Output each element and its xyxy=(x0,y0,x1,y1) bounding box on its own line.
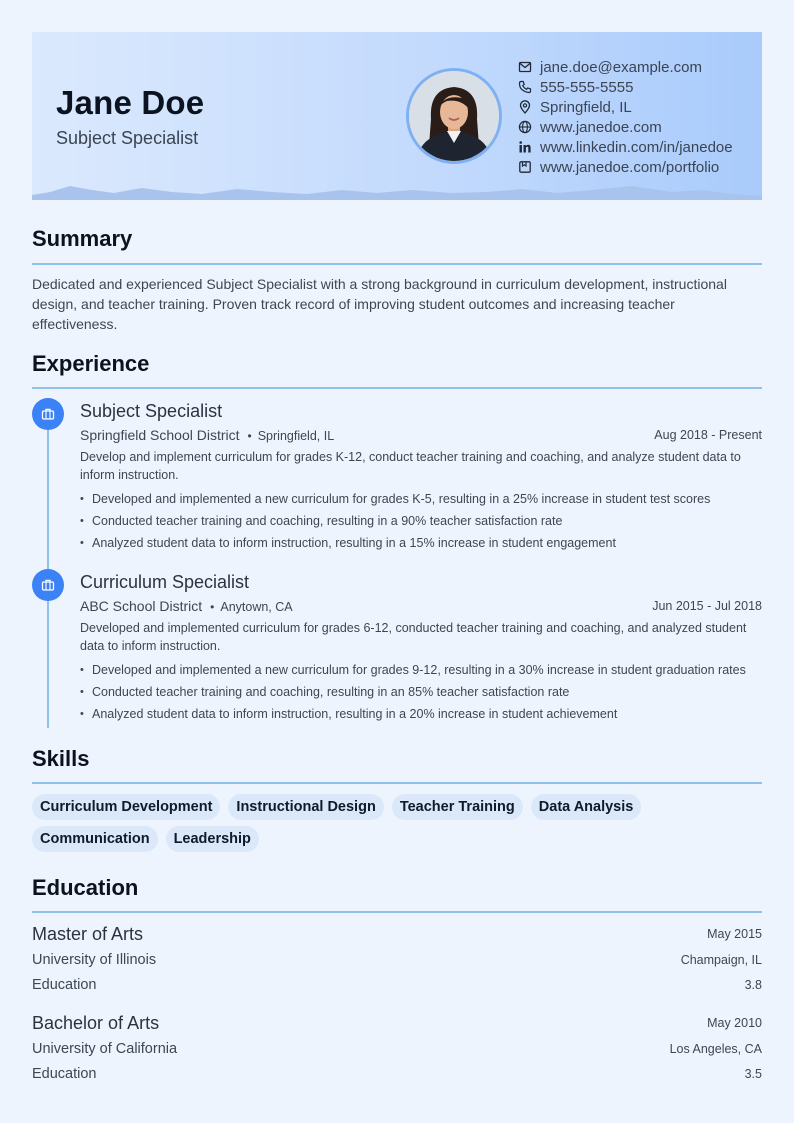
achievement-item: • Developed and implemented a new curriculum for grades 9-12, resulting in a 30% increase in student graduation rates xyxy=(80,659,762,681)
skills-divider xyxy=(32,782,762,784)
job-description: Develop and implement curriculum for grades K-12, conduct teacher training and coaching, and analyze student data to inform instruction. xyxy=(80,450,741,482)
education-entry xyxy=(32,922,762,998)
contact-website-text: www.janedoe.com xyxy=(540,118,662,136)
education-school: University of Illinois xyxy=(32,952,157,968)
briefcase-icon xyxy=(41,407,55,421)
achievement-item: • Analyzed student data to inform instruction, resulting in a 20% increase in student achievement xyxy=(80,703,762,725)
skill-chip: Leadership xyxy=(166,826,259,852)
contact-location xyxy=(518,97,733,117)
education-field-row xyxy=(32,973,762,998)
job-description: Developed and implemented curriculum for grades 6-12, conducted teacher training and coaching, and analyzed student data to inform instruction. xyxy=(80,621,747,653)
summary-text: Dedicated and experienced Subject Specialist with a strong background in curriculum development, instructional design, and teacher training. Proven track record of improving student outcomes and increasing teacher effectiveness. xyxy=(32,276,727,332)
education-degree-row xyxy=(32,1011,762,1037)
profile-photo xyxy=(406,68,502,164)
contact-email[interactable] xyxy=(518,57,733,77)
timeline-marker xyxy=(32,569,64,601)
skills-heading: Skills xyxy=(32,746,90,771)
education-degree: Bachelor of Arts xyxy=(32,1013,160,1033)
achievement-item: • Analyzed student data to inform instruction, resulting in a 15% increase in student engagement xyxy=(80,532,762,554)
education-date: May 2015 xyxy=(707,927,762,941)
education-school-row xyxy=(32,1037,762,1062)
education-date: May 2010 xyxy=(707,1016,762,1030)
contact-phone[interactable] xyxy=(518,77,733,97)
contact-website[interactable] xyxy=(518,117,733,137)
contact-list xyxy=(518,57,733,177)
job-dates: Jun 2015 - Jul 2018 xyxy=(652,599,762,613)
job-title: Subject Specialist xyxy=(80,401,223,421)
portfolio-icon xyxy=(518,160,532,174)
experience-item xyxy=(80,569,762,725)
education-location: Champaign, IL xyxy=(680,953,762,967)
job-achievements xyxy=(80,488,762,554)
education-school: University of California xyxy=(32,1041,178,1057)
timeline-marker xyxy=(32,398,64,430)
skill-chip: Curriculum Development xyxy=(32,794,220,820)
job-title: Curriculum Specialist xyxy=(80,572,250,592)
education-location: Los Angeles, CA xyxy=(669,1042,762,1056)
location-pin-icon xyxy=(518,100,532,114)
skill-chip: Instructional Design xyxy=(228,794,383,820)
education-divider xyxy=(32,911,762,913)
experience-item xyxy=(80,398,762,554)
mail-icon xyxy=(518,60,532,74)
phone-icon xyxy=(518,80,532,94)
job-location: Anytown, CA xyxy=(220,600,293,614)
job-achievements xyxy=(80,659,762,725)
education-degree: Master of Arts xyxy=(32,924,144,944)
candidate-title: Subject Specialist xyxy=(56,128,199,148)
separator-dot: • xyxy=(210,600,215,614)
briefcase-icon xyxy=(41,578,55,592)
job-meta xyxy=(80,595,762,617)
education-degree-row xyxy=(32,922,762,948)
summary-divider xyxy=(32,263,762,265)
contact-portfolio[interactable] xyxy=(518,157,733,177)
job-location: Springfield, IL xyxy=(257,429,335,443)
skill-chip: Teacher Training xyxy=(392,794,523,820)
education-entry xyxy=(32,1011,762,1087)
candidate-name: Jane Doe xyxy=(56,84,205,121)
job-meta xyxy=(80,424,762,446)
skills-list xyxy=(32,794,762,858)
skill-chip: Communication xyxy=(32,826,158,852)
contact-location-text: Springfield, IL xyxy=(540,98,632,116)
education-field: Education xyxy=(32,1066,97,1082)
skill-chip: Data Analysis xyxy=(531,794,642,820)
summary-heading: Summary xyxy=(32,226,133,251)
education-heading: Education xyxy=(32,875,139,900)
education-field-row xyxy=(32,1062,762,1087)
education-field: Education xyxy=(32,977,97,993)
education-school-row xyxy=(32,948,762,973)
achievement-item: • Developed and implemented a new curriculum for grades K-5, resulting in a 25% increase in student test scores xyxy=(80,488,762,510)
achievement-item: • Conducted teacher training and coaching, resulting in a 90% teacher satisfaction rate xyxy=(80,510,762,532)
skills-row xyxy=(32,794,762,820)
job-company: ABC School District xyxy=(80,598,203,614)
linkedin-icon xyxy=(518,140,532,154)
separator-dot: • xyxy=(247,429,252,443)
contact-phone-text: 555-555-5555 xyxy=(540,78,634,96)
skills-row xyxy=(32,826,762,852)
globe-icon xyxy=(518,120,532,134)
contact-email-text: jane.doe@example.com xyxy=(540,58,702,76)
education-gpa: 3.8 xyxy=(744,978,762,992)
contact-linkedin-text: www.linkedin.com/in/janedoe xyxy=(540,138,733,156)
experience-divider xyxy=(32,387,762,389)
achievement-item: • Conducted teacher training and coaching, resulting in an 85% teacher satisfaction rate xyxy=(80,681,762,703)
header-wave-decoration xyxy=(32,184,762,200)
resume-header xyxy=(32,32,762,200)
education-gpa: 3.5 xyxy=(744,1067,762,1081)
contact-linkedin[interactable] xyxy=(518,137,733,157)
job-company: Springfield School District xyxy=(80,427,240,443)
contact-portfolio-text: www.janedoe.com/portfolio xyxy=(540,158,720,176)
job-dates: Aug 2018 - Present xyxy=(654,428,762,442)
experience-heading: Experience xyxy=(32,351,150,376)
